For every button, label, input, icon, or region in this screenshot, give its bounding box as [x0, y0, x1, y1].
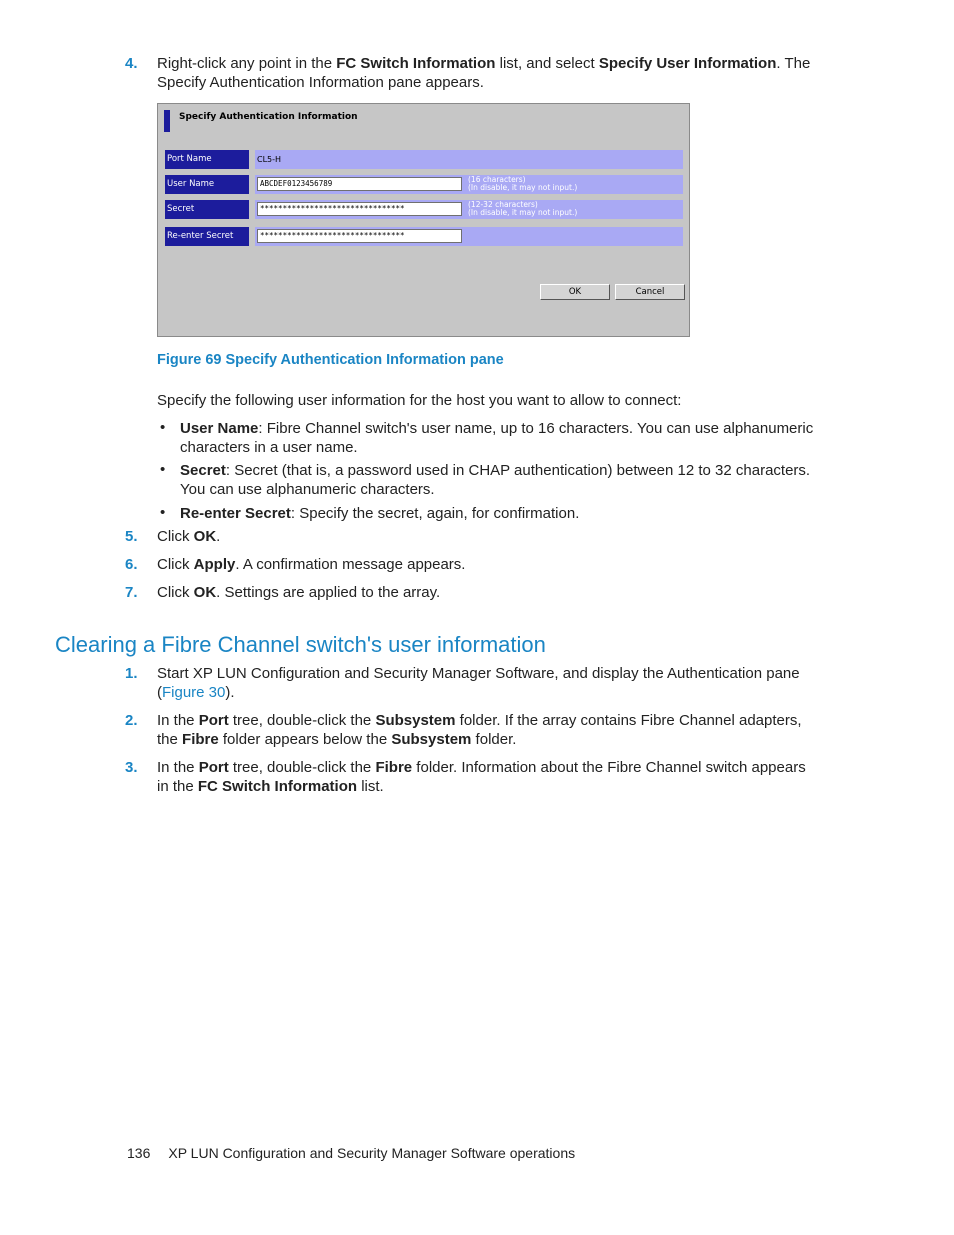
step-text: [157, 583, 817, 602]
specify-authentication-dialog: [157, 103, 690, 337]
cancel-button[interactable]: Cancel: [615, 284, 685, 300]
bullet-mark: •: [160, 504, 166, 521]
bold-term: OK: [193, 584, 217, 601]
footer-title: XP LUN Configuration and Security Manager Software operations: [168, 1145, 576, 1161]
bold-term: Fibre: [182, 731, 219, 748]
text-run: ).: [225, 684, 235, 701]
bullet-mark: •: [160, 461, 166, 478]
bullet-text: [180, 461, 820, 499]
dialog-title: Specify Authentication Information: [179, 112, 358, 122]
bold-term: Fibre: [375, 759, 413, 776]
bold-term: Port: [198, 759, 229, 776]
hint-line: (In disable, it may not input.): [468, 208, 578, 217]
page-footer: [127, 1145, 593, 1161]
step-number: 6.: [125, 556, 138, 573]
step-text: [157, 664, 817, 702]
reenter-secret-input[interactable]: ********************************: [257, 229, 462, 243]
text-run: Click: [157, 556, 194, 573]
secret-input[interactable]: ********************************: [257, 202, 462, 216]
bullet-text: [180, 504, 820, 523]
text-run: : Fibre Channel switch's user name, up to 16 characters. You can use alphanumeric characters in a user name.: [180, 420, 814, 456]
text-run: . Settings are applied to the array.: [216, 584, 441, 601]
intro-text: Specify the following user information for the host you want to allow to connect:: [157, 392, 682, 409]
bold-term: Port: [198, 712, 229, 729]
step-number: 1.: [125, 665, 138, 682]
step-text: [157, 711, 817, 749]
user-name-input[interactable]: ABCDEF0123456789: [257, 177, 462, 191]
text-run: : Specify the secret, again, for confirmation.: [290, 505, 580, 522]
bold-term: FC Switch Information: [197, 778, 358, 795]
step-text: [157, 527, 817, 546]
user-name-row: [255, 175, 683, 194]
text-run: : Secret (that is, a password used in CHAP authentication) between 12 to 32 characters. You can use alphanumeric characters.: [180, 462, 811, 498]
figure-caption: Figure 69 Specify Authentication Information pane: [157, 352, 504, 368]
text-run: . The Specify Authentication Information pane appears.: [157, 55, 811, 91]
page-number: 136: [127, 1145, 151, 1161]
text-run: list.: [357, 778, 384, 795]
hint-line: (12-32 characters): [468, 200, 538, 209]
port-name-field: [255, 150, 683, 169]
text-run: folder appears below the: [218, 731, 392, 748]
section-heading: Clearing a Fibre Channel switch's user information: [55, 632, 546, 657]
step-number: 4.: [125, 55, 138, 72]
secret-row: [255, 200, 683, 219]
text-run: tree, double-click the: [228, 759, 376, 776]
bullet-mark: •: [160, 419, 166, 436]
text-run: . A confirmation message appears.: [235, 556, 466, 573]
step-number: 2.: [125, 712, 138, 729]
text-run: Click: [157, 528, 194, 545]
user-name-label: User Name: [165, 175, 249, 194]
bold-term: FC Switch Information: [336, 55, 496, 72]
text-run: list, and select: [495, 55, 599, 72]
reenter-secret-row: [255, 227, 683, 246]
text-run: Start XP LUN Configuration and Security Manager Software, and display the Authentication pane (: [157, 665, 800, 701]
step-text: [157, 555, 817, 574]
step-number: 7.: [125, 584, 138, 601]
step-number: 5.: [125, 528, 138, 545]
step-text: [157, 54, 817, 92]
port-name-value: CL5-H: [257, 155, 282, 164]
bullet-text: [180, 419, 820, 457]
bold-term: Subsystem: [375, 712, 456, 729]
text-run: .: [216, 528, 221, 545]
bold-term: Secret: [180, 462, 226, 479]
reenter-secret-label: Re-enter Secret: [165, 227, 249, 246]
bold-term: Specify User Information: [598, 55, 777, 72]
bold-term: OK: [193, 528, 217, 545]
hint-line: (In disable, it may not input.): [468, 183, 578, 192]
figure-link[interactable]: Figure 30: [162, 684, 226, 701]
text-run: In the: [157, 712, 199, 729]
port-name-label: Port Name: [165, 150, 249, 169]
bold-term: Apply: [193, 556, 236, 573]
title-accent-bar: [164, 110, 170, 132]
text-run: tree, double-click the: [228, 712, 376, 729]
text-run: Right-click any point in the: [157, 55, 337, 72]
text-run: In the: [157, 759, 199, 776]
text-run: folder. If the array contains Fibre Channel adapters, the: [157, 712, 802, 748]
secret-label: Secret: [165, 200, 249, 219]
text-run: folder. Information about the Fibre Channel switch appears in the: [157, 759, 806, 795]
step-number: 3.: [125, 759, 138, 776]
bold-term: Re-enter Secret: [180, 505, 291, 522]
user-name-hint: [468, 176, 577, 192]
bold-term: Subsystem: [391, 731, 472, 748]
text-run: folder.: [471, 731, 517, 748]
bold-term: User Name: [180, 420, 259, 437]
secret-hint: [468, 201, 577, 217]
ok-button[interactable]: OK: [540, 284, 610, 300]
hint-line: (16 characters): [468, 175, 526, 184]
text-run: Click: [157, 584, 194, 601]
step-text: [157, 758, 817, 796]
